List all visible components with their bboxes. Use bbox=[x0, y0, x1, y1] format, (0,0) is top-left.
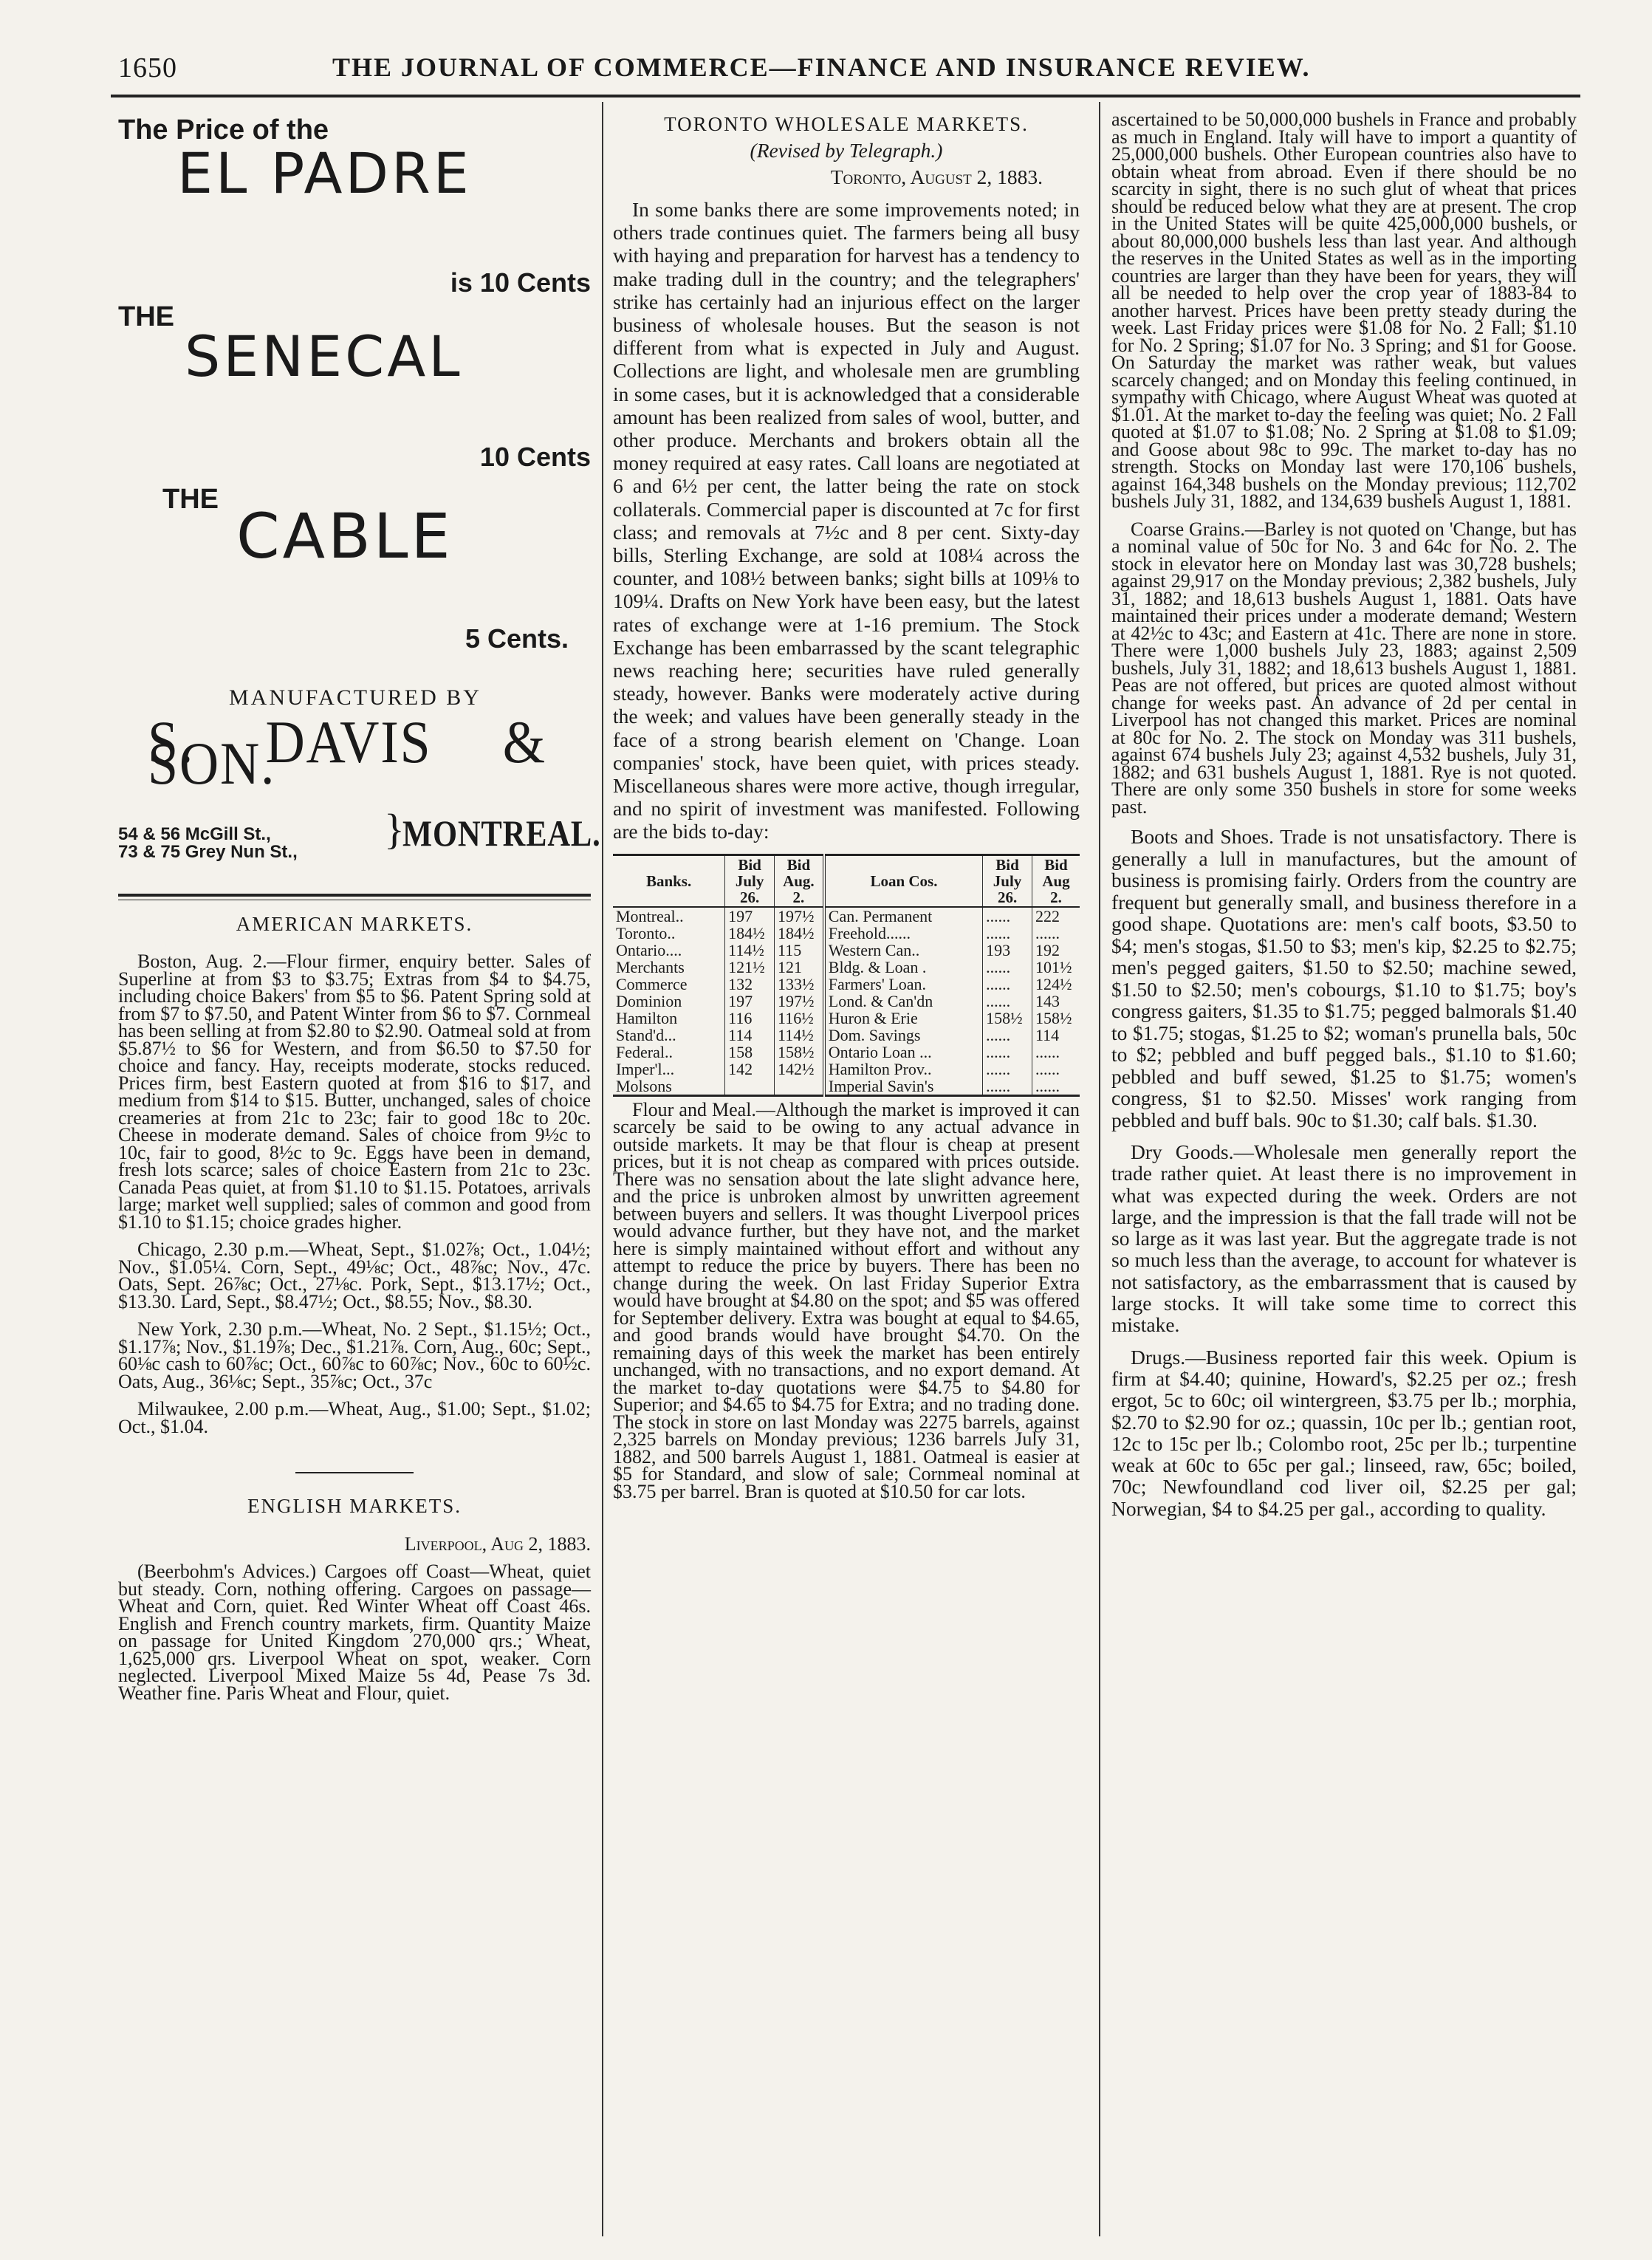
bids-table-cell: Bldg. & Loan . bbox=[824, 959, 983, 976]
bids-table-row bbox=[613, 976, 1080, 993]
bids-table-cell: ...... bbox=[1032, 1078, 1080, 1096]
bids-table-cell: 158 bbox=[725, 1044, 775, 1061]
bids-table-cell: 158½ bbox=[775, 1044, 824, 1061]
bids-table-cell: Commerce bbox=[616, 974, 688, 993]
ad-the: THE bbox=[118, 301, 174, 332]
bids-table-cell: ...... bbox=[983, 925, 1032, 942]
toronto-report: In some banks there are some improvements noted; in others trade continues quiet. The farmers being all busy with haying and preparation for harvest has a tendency to make trading dull in the country; and the telegraphers' strike has certainly had an injurious effect on the larger business of wholesale houses. But the season is not different from what is expected in July and August. Collections are light, and wholesale men are grumbling in some cases, but it is acknowledged that a considerable amount has been realized from sales of wool, butter, and other produce. Merchants and brokers obtain all the money required at easy rates. Call loans are negotiated at 6 and 6½ per cent, the latter being the rate on stock collaterals. Commercial paper is discounted at 7c for first class; and removals at 7½c and 8 per cent. Sixty-day bills, Sterling Exchange, are sold at 108¼ across the counter, and 108½ between banks; sight bills at 109⅛ to 109¼. Drafts on New York have been easy, but the latest rates of exchange were at 1-16 premium. The Stock Exchange has been embarrassed by the scant telegraphic news reaching here; securities have ruled generally steady, however. Banks were moderately active during the week; and values have been generally steady in the face of a strong bearish element on 'Change. Loan companies' stock, have been quiet, with prices steady. Miscellaneous shares were more active, though irregular, and no spirit of investment was manifested. Following are the bids to-day: bbox=[613, 197, 1080, 843]
bids-table-cell: Montreal.. bbox=[616, 906, 684, 925]
bids-table-cell: Western Can.. bbox=[824, 942, 983, 959]
bids-table-cell: 114½ bbox=[725, 942, 775, 959]
journal-title: THE JOURNAL OF COMMERCE—FINANCE AND INSURANCE REVIEW. bbox=[332, 52, 1311, 82]
bids-table-cell: Huron & Erie bbox=[824, 1010, 983, 1027]
column-left bbox=[118, 111, 601, 1712]
column-divider bbox=[1099, 102, 1100, 2236]
bids-table-cell: 142 bbox=[725, 1061, 775, 1078]
bids-table-cell: 197 bbox=[725, 993, 775, 1010]
header-rule bbox=[111, 95, 1580, 97]
toronto-dateline: Toronto, August 2, 1883. bbox=[830, 165, 1043, 188]
section-rule bbox=[118, 894, 591, 900]
bids-table-cell: Ontario.... bbox=[616, 940, 682, 959]
bids-table-cell: Molsons bbox=[613, 1078, 725, 1096]
ad-the: THE bbox=[162, 484, 219, 515]
bids-table-cell: 116 bbox=[725, 1010, 775, 1027]
page-number: 1650 bbox=[118, 52, 177, 83]
bids-table-cell: 132 bbox=[725, 976, 775, 993]
bids-table-cell: 184½ bbox=[775, 925, 824, 942]
bids-table-cell: Imperial Savin's bbox=[824, 1078, 983, 1096]
bids-table-cell: Imper'l... bbox=[616, 1059, 675, 1078]
chicago-report: Chicago, 2.30 p.m.—Wheat, Sept., $1.02⅞; Oct., 1.04½; Nov., $1.05¼. Corn, Sept., 49⅛c; Oct., 48⅞c; Nov., 47c. Oats, Sept. 26⅞c; Oct., 27⅛c. Pork, Sept., $13.17½; Oct., $13.30. Lard, Sept., $8.47½; Oct., $8.55; Nov., $8.30. bbox=[118, 1239, 591, 1312]
column-middle bbox=[613, 111, 1080, 1510]
ad-intro: The Price of the bbox=[118, 114, 329, 145]
bids-table-row bbox=[613, 1061, 1080, 1078]
ad-brand-senecal: SENECAL bbox=[185, 323, 463, 389]
bids-table-cell: 197½ bbox=[775, 993, 824, 1010]
bids-table-row bbox=[613, 907, 1080, 925]
bids-table-cell: ...... bbox=[983, 1027, 1032, 1044]
ad-price-senecal: 10 Cents bbox=[479, 442, 591, 472]
bids-table-cell: Farmers' Loan. bbox=[824, 976, 983, 993]
bids-table-row bbox=[613, 959, 1080, 976]
bids-table-row bbox=[613, 1044, 1080, 1061]
boots-shoes-report: Boots and Shoes. Trade is not unsatisfactory. There is generally a lull in manufactures, but the amount of business is promising fairly. Orders from the country are frequent but generally small, and business therefore in a good shape. Quotations are: men's calf boots, $3.50 to $4; men's stogas, $1.50 to $3; men's kip, $2.25 to $2.75; men's pegged gaiters, $1.50 to $2.50; machine sewed, $1.50 to $2.50; men's cobourgs, $1.10 to $1.75; boy's congress gaiters, $1.35 to $1.75; pegged balmorals $1.40 to $1.75; stogas, $1.25 to $2; woman's prunella bals, 50c to $2; pebbled and buff pegged bals., $1.10 to $1.60; pebbled and buff sewed, $1.25 to $1.75; women's congress, $1 to $2.50. Misses' work ranging from pebbled and buff bals. 90c to $1.30; calf bals. $1.30. bbox=[1111, 825, 1577, 1131]
bids-table-cell: Lond. & Can'dn bbox=[824, 993, 983, 1010]
bids-table-cell: 143 bbox=[1032, 993, 1080, 1010]
english-dateline: Liverpool, Aug 2, 1883. bbox=[404, 1533, 591, 1555]
bids-table-cell: Freehold...... bbox=[824, 925, 983, 942]
column-divider bbox=[602, 102, 603, 2236]
bids-table-cell: 197½ bbox=[775, 907, 824, 925]
bids-table-cell: Stand'd... bbox=[616, 1025, 676, 1044]
bids-table-body bbox=[613, 907, 1080, 1096]
bids-table-cell: Dom. Savings bbox=[824, 1027, 983, 1044]
bids-table-cell: Toronto.. bbox=[616, 923, 676, 942]
bids-table-cell: ...... bbox=[983, 1078, 1032, 1096]
bids-table-heading: Loan Cos. bbox=[824, 855, 983, 907]
bids-table-cell bbox=[775, 1078, 824, 1096]
bids-table-heading: Bid July 26. bbox=[983, 855, 1032, 907]
bids-table-cell: 142½ bbox=[775, 1061, 824, 1078]
bids-table-cell: 115 bbox=[775, 942, 824, 959]
bids-table-row bbox=[613, 993, 1080, 1010]
bids-table-cell: 133½ bbox=[775, 976, 824, 993]
masthead bbox=[111, 47, 1396, 92]
dry-goods-report: Dry Goods.—Wholesale men generally report the trade rather quiet. At least there is no improvement in what was expected during the week. Orders are not large, and the impression is that the fall trade will not be so large as it was last year. But the aggregate trade is not so much less than the average, to account for whatever is not satisfactory, as the embarrassment that is caused by large stocks. It will take some time to correct this mistake. bbox=[1111, 1140, 1577, 1337]
bids-table-cell: 158½ bbox=[1032, 1010, 1080, 1027]
bids-table-cell: Hamilton Prov.. bbox=[824, 1061, 983, 1078]
drugs-report: Drugs.—Business reported fair this week. Opium is firm at $4.40; quinine, Howard's, $2.25 per oz.; fresh ergot, 5c to 60c; oil wintergreen, $3.75 per lb.; morphia, $2.70 to $2.90 for oz.; quassin, 10c per lb.; gentian root, 12c to 15c per lb.; Colombo root, 25c per lb.; turpentine weak at 60c to 65c per gal.; linseed, raw, 65c; boiled, 70c; Newfoundland cod liver oil, $2.25 per gal; Norwegian, $4 to $4.25 per gal., according to quality. bbox=[1111, 1345, 1577, 1520]
bids-table-cell: 114½ bbox=[775, 1027, 824, 1044]
bids-table-heading: Bid Aug. 2. bbox=[775, 855, 824, 907]
bids-table-cell: Can. Permanent bbox=[824, 907, 983, 925]
bids-table-cell: Ontario Loan ... bbox=[824, 1044, 983, 1061]
bids-table-cell: Merchants bbox=[616, 957, 685, 976]
bids-table-row bbox=[613, 925, 1080, 942]
ad-city: MONTREAL. bbox=[402, 812, 601, 854]
section-rule bbox=[295, 1472, 414, 1473]
american-markets-body bbox=[118, 953, 591, 1435]
bids-table-heading: Bid July 26. bbox=[725, 855, 775, 907]
bids-table-cell: ...... bbox=[983, 1044, 1032, 1061]
english-markets-heading: ENGLISH MARKETS. bbox=[247, 1495, 462, 1518]
bids-table-cell: Federal.. bbox=[616, 1042, 673, 1061]
ad-firm-name: S. DAVIS & SON. bbox=[148, 708, 546, 798]
bids-table-cell: 114 bbox=[725, 1027, 775, 1044]
bids-table-cell: Dominion bbox=[616, 991, 682, 1010]
bids-table-cell: 121 bbox=[775, 959, 824, 976]
ad-address bbox=[118, 826, 298, 861]
bids-table-row bbox=[613, 1010, 1080, 1027]
flour-meal-report: Flour and Meal.—Although the market is improved it can scarcely be said to be owing to any actual advance in outside markets. It may be that flour is cheap at present prices, but it is not cheap as compared with prices outside. There was no sensation about the late slight advance here, and the price is unbroken almost by unwritten agreement between buyers and sellers. It was thought Liverpool prices would advance further, but they have not, and the market here is simply maintained without effort and without any attempt to reduce the price by buyers. There has been no change during the week. On last Friday Superior Extra would have brought at $4.80 on the spot; and $5 was offered for September delivery. Extra was bought at equal to $4.65, and good brands would have brought $4.70. On the remaining days of this week the market has been entirely unchanged, with no transactions, and no export demand. At the market to-day quotations were $4.75 to $4.80 for Superior; and $4.65 to $4.75 for Extra; and no trading done. The stock in store on last Monday was 2275 barrels, against 2,325 barrels on Monday previous; 1236 barrels July 31, 1882, and 500 barrels August 1, 1881. Oatmeal is easier at $5 for Standard, and slow of sale; Cornmeal nominal at $3.75 per barrel. Bran is quoted at $10.50 for car lots. bbox=[613, 1098, 1080, 1502]
bids-table bbox=[613, 854, 1080, 1097]
toronto-subheading: (Revised by Telegraph.) bbox=[750, 139, 943, 162]
ad-manufactured-by: MANUFACTURED BY bbox=[229, 685, 481, 710]
bids-table-cell: Hamilton bbox=[616, 1008, 678, 1027]
bids-table-cell: 222 bbox=[1032, 907, 1080, 925]
american-markets-heading: AMERICAN MARKETS. bbox=[236, 913, 473, 935]
new-york-report: New York, 2.30 p.m.—Wheat, No. 2 Sept., $1.15½; Oct., $1.17⅞; Nov., $1.19⅞; Dec., $1.21⅞. Corn, Aug., 60c; Sept., 60⅛c cash to 60⅞c; Oct., 60⅞c to 60⅞c; Nov., 60c to 60½c. Oats, Aug., 36⅛c; Sept., 35⅞c; Oct., 37c bbox=[118, 1318, 591, 1392]
ad-brand-cable: CABLE bbox=[236, 500, 453, 572]
flour-meal-section bbox=[613, 1098, 1080, 1502]
bids-table-heading: Bid Aug 2. bbox=[1032, 855, 1080, 907]
bids-table-cell: ...... bbox=[983, 1061, 1032, 1078]
bids-table-row bbox=[613, 1078, 1080, 1096]
bids-table-cell: 124½ bbox=[1032, 976, 1080, 993]
bids-table-cell: 197 bbox=[725, 907, 775, 925]
ad-price-cable: 5 Cents. bbox=[465, 623, 569, 654]
wheat-section bbox=[1111, 109, 1577, 818]
bids-table-cell: ...... bbox=[1032, 925, 1080, 942]
milwaukee-report: Milwaukee, 2.00 p.m.—Wheat, Aug., $1.00; Sept., $1.02; Oct., $1.04. bbox=[118, 1398, 591, 1437]
english-markets-body bbox=[118, 1535, 591, 1702]
bids-table-cell: ...... bbox=[983, 907, 1032, 925]
wheat-report: ascertained to be 50,000,000 bushels in France and probably as much in England. Italy will have to import a quantity of 25,000,000 bushels. Other European countries also have to obtain wheat from abroad. Even if there should be no scarcity in sight, there is no such glut of wheat that prices should be reduced below what they are at present. The crop in the United States will be quite 425,000,000 bushels, or about 80,000,000 bushels less than last year. And although the reserves in the United States as well as in the importing countries are larger than they have been for years, they will all be needed to help over the crop year of 1883-84 to another harvest. Prices have been pretty steady during the week. Last Friday prices were $1.08 for No. 2 Fall; $1.10 for No. 2 Spring; $1.07 for No. 3 Spring; and $1 for Goose. On Saturday the market was rather weak, but values scarcely changed; and on Monday this feeling continued, in sympathy with Chicago, where August Wheat was quoted at $1.01. At the market to-day the feeling was quiet; No. 2 Fall quoted at $1.07 to $1.08; No. 2 Spring at $1.08 to $1.09; and Goose about 98c to 99c. The market to-day has no strength. Stocks on Monday last were 170,106 bushels, against 164,348 bushels on the Monday previous; 112,702 bushels July 31, 1882, and 134,639 bushels August 1, 1881. bbox=[1111, 109, 1577, 512]
ad-price-el-padre: is 10 Cents bbox=[450, 267, 591, 298]
bids-table-header bbox=[613, 855, 1080, 907]
bids-table-cell: ...... bbox=[983, 959, 1032, 976]
ad-address-line: 54 & 56 McGill St., bbox=[118, 824, 271, 844]
ad-brand-el-padre: EL PADRE bbox=[177, 140, 472, 206]
tobacco-advertisement bbox=[118, 111, 601, 894]
bids-table-cell: ...... bbox=[983, 976, 1032, 993]
boston-report: Boston, Aug. 2.—Flour firmer, enquiry better. Sales of Superline at from $3 to $3.75; Extras from $4 to $4.75, including choice Bakers' from $5 to $6. Patent Spring sold at from $7 to $7.50, and Patent Winter from $6 to $7. Cornmeal has been selling at from $2.80 to $2.90. Oatmeal sold at from $5.87½ to $6 for Western, and from $6.50 to $7.50 for choice and fancy. Hay, receipts moderate, stocks reduced. Prices firm, best Eastern quoted at from $16 to $17, and medium from $14 to $15. Butter, unchanged, sales of choice creameries at from 21c to 23c; fair to good 18c to 20c. Cheese in moderate demand. Sales of choice from 9½c to 10c, fair to good, 8½c to 9c. Eggs have been in demand, fresh lots scarce; sales of choice Eastern from 21c to 23c. Canada Peas quiet, at from $1.10 to $1.15. Potatoes, arrivals large; market well supplied; sales of common and good from $1.10 to $1.15; choice grades higher. bbox=[118, 951, 591, 1233]
brace-glyph: } bbox=[384, 805, 405, 853]
bids-table-cell: 184½ bbox=[725, 925, 775, 942]
bids-table-row bbox=[613, 1027, 1080, 1044]
bids-table-cell: ...... bbox=[1032, 1044, 1080, 1061]
bids-table-cell: ...... bbox=[983, 993, 1032, 1010]
bids-table-cell: 193 bbox=[983, 942, 1032, 959]
bids-table-heading: Banks. bbox=[613, 855, 725, 907]
bids-table-cell: 114 bbox=[1032, 1027, 1080, 1044]
column-right bbox=[1111, 111, 1577, 1530]
bids-table-cell: 116½ bbox=[775, 1010, 824, 1027]
english-report: (Beerbohm's Advices.) Cargoes off Coast—Wheat, quiet but steady. Corn, nothing offering. Cargoes on passage—Wheat and Corn, quiet. Red Winter Wheat off Coast 46s. English and French country markets, firm. Quantity Maize on passage for United Kingdom 270,000 qrs.; Wheat, 1,625,000 qrs. Liverpool Wheat on spot, weaker. Corn neglected. Liverpool Mixed Maize 5s 4d, Pease 7s 3d. Weather fine. Paris Wheat and Flour, quiet. bbox=[118, 1561, 591, 1704]
bids-table-row bbox=[613, 942, 1080, 959]
bids-table-cell: 192 bbox=[1032, 942, 1080, 959]
ad-address-line: 73 & 75 Grey Nun St., bbox=[118, 842, 298, 862]
bids-table-cell: ...... bbox=[1032, 1061, 1080, 1078]
bids-table-cell: 158½ bbox=[983, 1010, 1032, 1027]
bids-table-cell: 101½ bbox=[1032, 959, 1080, 976]
coarse-grains-report: Coarse Grains.—Barley is not quoted on 'Change, but has a nominal value of 50c for No. 3 and 64c for No. 2. The stock in elevator here on Monday last was 30,728 bushels; against 29,917 on the Monday previous; 2,382 bushels, July 31, 1882; and 18,613 bushels August 1, 1881. Oats have maintained their prices under a moderate demand; Western at 42½c to 43c; and Eastern at 41c. There are none in store. There were 1,000 bushels July 23, 1883; against 2,509 bushels, July 31, 1882; and 18,613 bushels August 1, 1881. Peas are not offered, but prices are quoted almost without change for weeks past. An advance of 2d per cental in Liverpool has not changed this market. Prices are nominal at 80c for No. 2. The stock on Monday was 311 bushels, against 674 bushels July 23; against 4,532 bushels, July 31, 1882; and 631 bushels August 1, 1881. Rye is not quoted. There are only some 350 bushels in store for some weeks past. bbox=[1111, 518, 1577, 818]
bids-table-cell bbox=[725, 1078, 775, 1096]
toronto-markets-heading: TORONTO WHOLESALE MARKETS. bbox=[664, 113, 1029, 135]
bids-table-cell: 121½ bbox=[725, 959, 775, 976]
